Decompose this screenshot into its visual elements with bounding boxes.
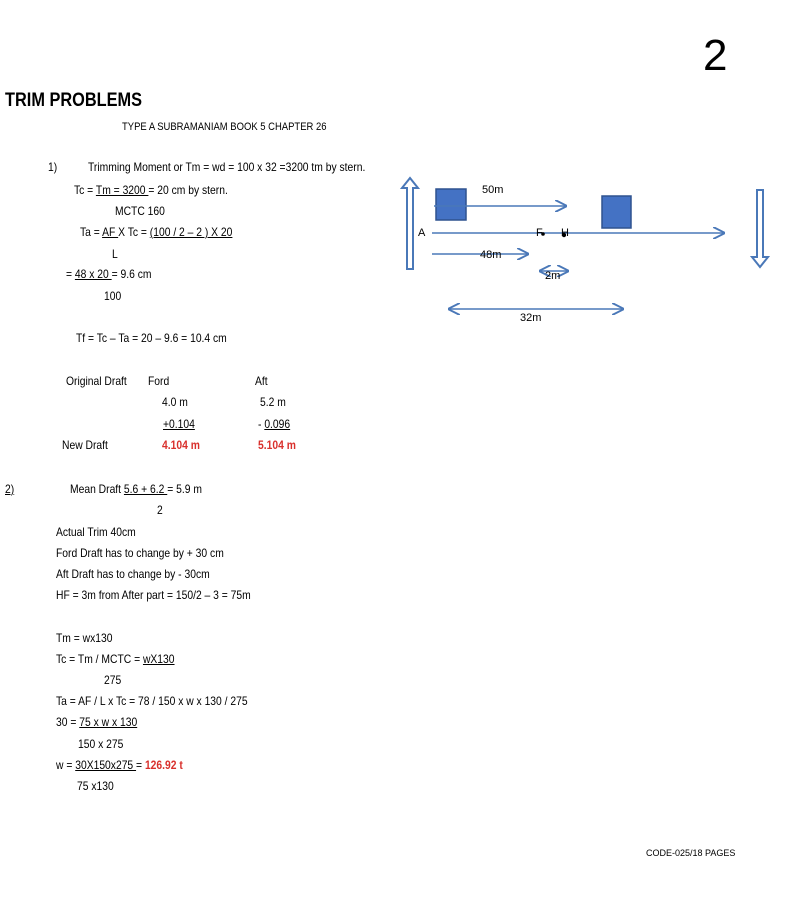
p2-tm-line: Tm = wx130 — [56, 631, 113, 645]
ford-new-draft: 4.104 m — [162, 438, 200, 452]
p1-tf-line: Tf = Tc – Ta = 20 – 9.6 = 10.4 cm — [76, 331, 227, 345]
page-footer-code: CODE-025/18 PAGES — [646, 848, 736, 858]
ford-original-value: 4.0 m — [162, 395, 188, 409]
upward-block-arrow — [402, 178, 418, 269]
p2-aft-change: Aft Draft has to change by - 30cm — [56, 567, 210, 581]
p1-ta-result: = 48 x 20 = 9.6 cm — [66, 267, 152, 281]
p2-mean-draft: Mean Draft 5.6 + 6.2 = 5.9 m — [70, 482, 202, 496]
label-A: A — [418, 227, 426, 239]
weight-block-initial — [436, 189, 466, 220]
aft-new-draft: 5.104 m — [258, 438, 296, 452]
original-draft-label: Original Draft — [66, 374, 127, 388]
new-draft-label: New Draft — [62, 438, 108, 452]
downward-block-arrow — [752, 190, 768, 267]
p1-ta-line: Ta = AF X Tc = (100 / 2 – 2 ) X 20 — [80, 225, 233, 239]
p2-w-result: w = 30X150x275 = 126.92 t — [56, 758, 183, 772]
weight-block-shifted — [602, 196, 631, 228]
aft-heading: Aft — [255, 374, 268, 388]
aft-change-value: - 0.096 — [258, 417, 291, 431]
label-50m: 50m — [482, 184, 504, 196]
problem-2-number: 2) — [5, 482, 15, 496]
subtitle: TYPE A SUBRAMANIAM BOOK 5 CHAPTER 26 — [122, 121, 327, 133]
p2-hf-line: HF = 3m from After part = 150/2 – 3 = 75m — [56, 588, 251, 602]
problem-1-number: 1) — [48, 160, 58, 174]
page-title: TRIM PROBLEMS — [5, 90, 143, 111]
page-number: 2 — [703, 31, 728, 80]
p1-ta-result-denominator: 100 — [104, 289, 122, 303]
p2-w-denominator: 75 x130 — [77, 779, 114, 793]
label-32m: 32m — [520, 312, 542, 324]
label-H: H — [561, 227, 569, 239]
p2-equation-denominator: 150 x 275 — [78, 737, 124, 751]
p2-tc-denominator: 275 — [104, 673, 122, 687]
p2-equation-line: 30 = 75 x w x 130 — [56, 715, 138, 729]
p1-mctc: MCTC 160 — [115, 204, 165, 218]
p1-tc-line: Tc = Tm = 3200 = 20 cm by stern. — [74, 183, 228, 197]
p2-ta-line: Ta = AF / L x Tc = 78 / 150 x w x 130 / 275 — [56, 694, 248, 708]
p1-ta-denominator: L — [112, 247, 118, 261]
p2-tc-line: Tc = Tm / MCTC = wX130 — [56, 652, 175, 666]
label-48m: 48m — [480, 249, 502, 261]
p2-mean-draft-denominator: 2 — [157, 503, 163, 517]
p2-ford-change: Ford Draft has to change by + 30 cm — [56, 546, 224, 560]
label-2m: 2m — [545, 270, 561, 282]
p2-actual-trim: Actual Trim 40cm — [56, 525, 136, 539]
ford-change-value: +0.104 — [163, 417, 195, 431]
p1-trimming-moment: Trimming Moment or Tm = wd = 100 x 32 =3200 tm by stern. — [88, 160, 366, 174]
aft-original-value: 5.2 m — [260, 395, 286, 409]
label-F: F — [536, 227, 543, 239]
ford-heading: Ford — [148, 374, 170, 388]
